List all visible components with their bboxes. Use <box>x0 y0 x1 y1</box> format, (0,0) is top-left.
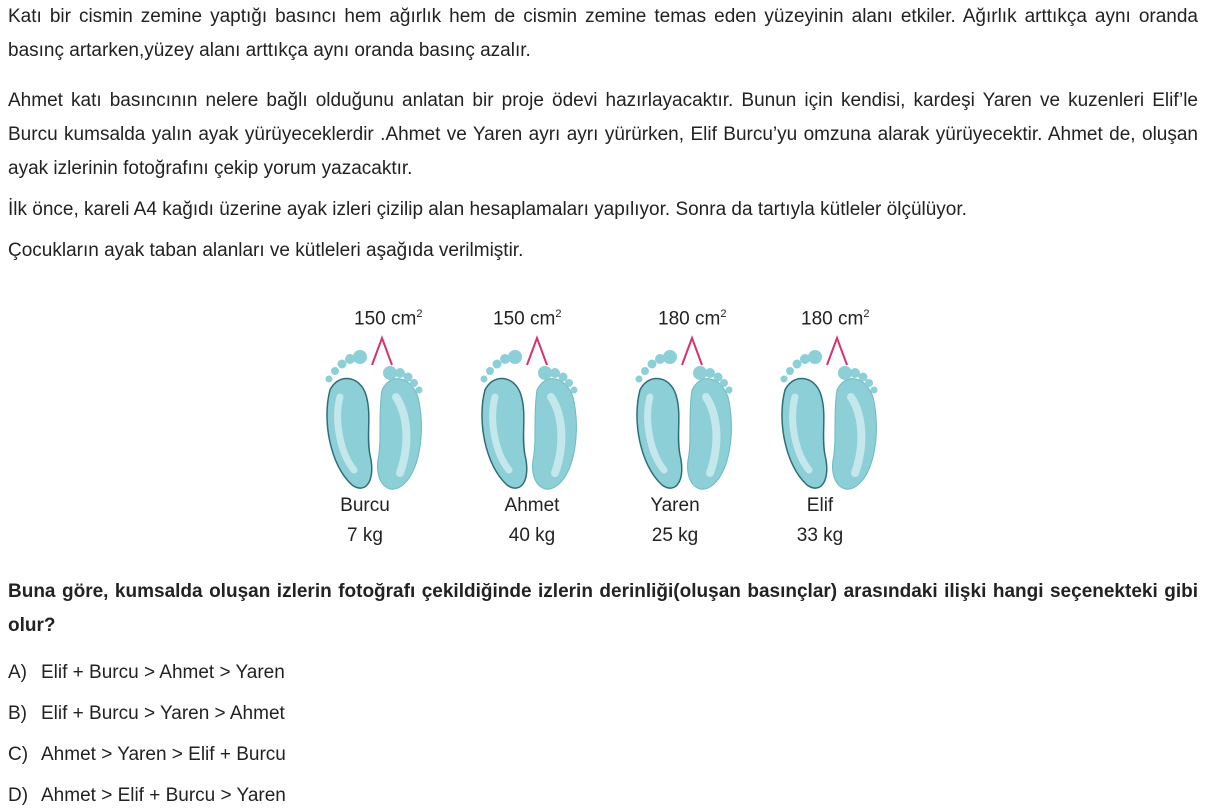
child-mass: 33 kg <box>796 525 844 546</box>
option-b[interactable] <box>8 702 285 726</box>
question-text: Buna göre, kumsalda oluşan izlerin fotoğrafı çekildiğinde izlerin derinliği(oluşan basınçlar) arasındaki ilişki hangi seçenekteki gibi olur? <box>8 581 1198 636</box>
intro-paragraph-4: Çocukların ayak taban alanları ve kütleleri aşağıda verilmiştir. <box>8 240 524 261</box>
option-letter: D) <box>8 785 29 806</box>
intro-paragraph-2: Ahmet katı basıncının nelere bağlı olduğunu anlatan bir proje ödevi hazırlayacaktır. Bunun için kendisi, kardeşi Yaren ve kuzenleri Elif’le Burcu kumsalda yalın ayak yürüyeceklerdir .Ahmet ve Yaren ayrı ayrı yürürken, Elif Burcu’yu omzuna alarak yürüyecektir. Ahmet de, oluşan ayak izlerinin fotoğrafını çekip yorum yazacaktır. <box>8 90 1198 179</box>
child-mass: 40 kg <box>508 525 556 546</box>
area-label: 180 $cm^2$ <box>658 308 727 330</box>
child-name: Ahmet <box>504 495 560 516</box>
option-a[interactable] <box>8 661 285 685</box>
footprint-group-burcu <box>320 305 470 555</box>
footprints-icon <box>630 335 740 495</box>
area-label: 150 $cm^2$ <box>354 308 423 330</box>
child-name: Elif <box>806 495 834 516</box>
option-letter: A) <box>8 662 27 683</box>
option-text: Elif + Burcu > Ahmet > Yaren <box>41 662 285 683</box>
footprint-group-elif <box>775 305 925 555</box>
child-mass: 25 kg <box>651 525 699 546</box>
option-text: Ahmet > Yaren > Elif + Burcu <box>41 744 286 765</box>
footprints-icon <box>775 335 885 495</box>
area-label: 180 $cm^2$ <box>801 308 870 330</box>
footprints-icon <box>475 335 585 495</box>
option-d[interactable] <box>8 784 286 808</box>
option-letter: B) <box>8 703 27 724</box>
intro-paragraph-1: Katı bir cismin zemine yaptığı basıncı hem ağırlık hem de cismin zemine temas eden yüzeyinin alanı etkiler. Ağırlık arttıkça aynı oranda basınç artarken,yüzey alanı arttıkça aynı oranda basınç azalır. <box>8 6 1198 61</box>
footprint-group-yaren <box>630 305 780 555</box>
option-letter: C) <box>8 744 29 765</box>
option-text: Ahmet > Elif + Burcu > Yaren <box>41 785 286 806</box>
option-text: Elif + Burcu > Yaren > Ahmet <box>41 703 285 724</box>
footprint-group-ahmet <box>475 305 625 555</box>
footprints-figure <box>320 305 900 555</box>
option-c[interactable] <box>8 743 286 767</box>
child-name: Yaren <box>650 495 700 516</box>
area-label: 150 $cm^2$ <box>493 308 562 330</box>
footprints-icon <box>320 335 430 495</box>
child-mass: 7 kg <box>347 525 383 546</box>
intro-paragraph-3: İlk önce, kareli A4 kağıdı üzerine ayak izleri çizilip alan hesaplamaları yapılıyor. Sonra da tartıyla kütleler ölçülüyor. <box>8 199 967 220</box>
child-name: Burcu <box>340 495 390 516</box>
